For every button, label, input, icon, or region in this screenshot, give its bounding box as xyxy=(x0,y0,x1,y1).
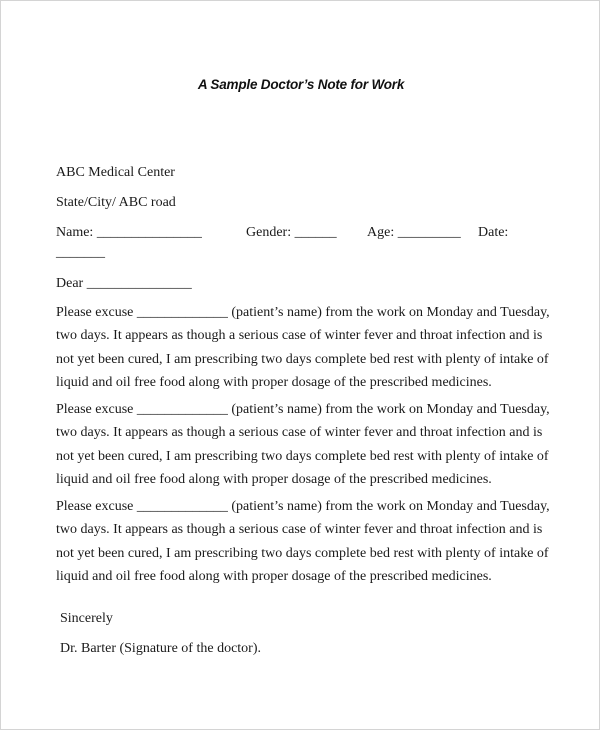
signature: Dr. Barter (Signature of the doctor). xyxy=(60,641,261,656)
salutation: Dear _______________ xyxy=(56,276,192,291)
paragraph-line: two days. It appears as though a serious case of winter fever and throat infection and is xyxy=(56,425,543,441)
paragraph-line: not yet been cured, I am prescribing two days complete bed rest with plenty of intake of xyxy=(56,351,549,367)
closing: Sincerely xyxy=(60,611,113,626)
paragraph-2 xyxy=(56,400,556,493)
organization-address: State/City/ ABC road xyxy=(56,195,176,210)
paragraph-line: not yet been cured, I am prescribing two days complete bed rest with plenty of intake of xyxy=(56,448,549,464)
date-blank-continuation: _______ xyxy=(56,245,105,260)
patient-fields-row xyxy=(56,225,576,243)
date-field: Date: xyxy=(478,225,509,240)
paragraph-line: Please excuse _____________ (patient’s name) from the work on Monday and Tuesday, xyxy=(56,499,550,514)
paragraph-1 xyxy=(56,303,556,396)
age-field: Age: _________ xyxy=(367,225,461,240)
paragraph-line: liquid and oil free food along with proper dosage of the prescribed medicines. xyxy=(56,374,492,390)
organization-name: ABC Medical Center xyxy=(56,165,175,180)
paragraph-3 xyxy=(56,497,556,590)
paragraph-line: liquid and oil free food along with proper dosage of the prescribed medicines. xyxy=(56,471,492,487)
document-title: A Sample Doctor’s Note for Work xyxy=(197,77,405,92)
paragraph-line: liquid and oil free food along with proper dosage of the prescribed medicines. xyxy=(56,568,492,584)
gender-field: Gender: ______ xyxy=(246,225,337,240)
paragraph-line: Please excuse _____________ (patient’s name) from the work on Monday and Tuesday, xyxy=(56,305,550,320)
paragraph-line: two days. It appears as though a serious case of winter fever and throat infection and is xyxy=(56,328,543,344)
paragraph-line: two days. It appears as though a serious case of winter fever and throat infection and is xyxy=(56,522,543,538)
paragraph-line: not yet been cured, I am prescribing two days complete bed rest with plenty of intake of xyxy=(56,545,549,561)
name-field: Name: _______________ xyxy=(56,225,202,240)
paragraph-line: Please excuse _____________ (patient’s name) from the work on Monday and Tuesday, xyxy=(56,402,550,417)
